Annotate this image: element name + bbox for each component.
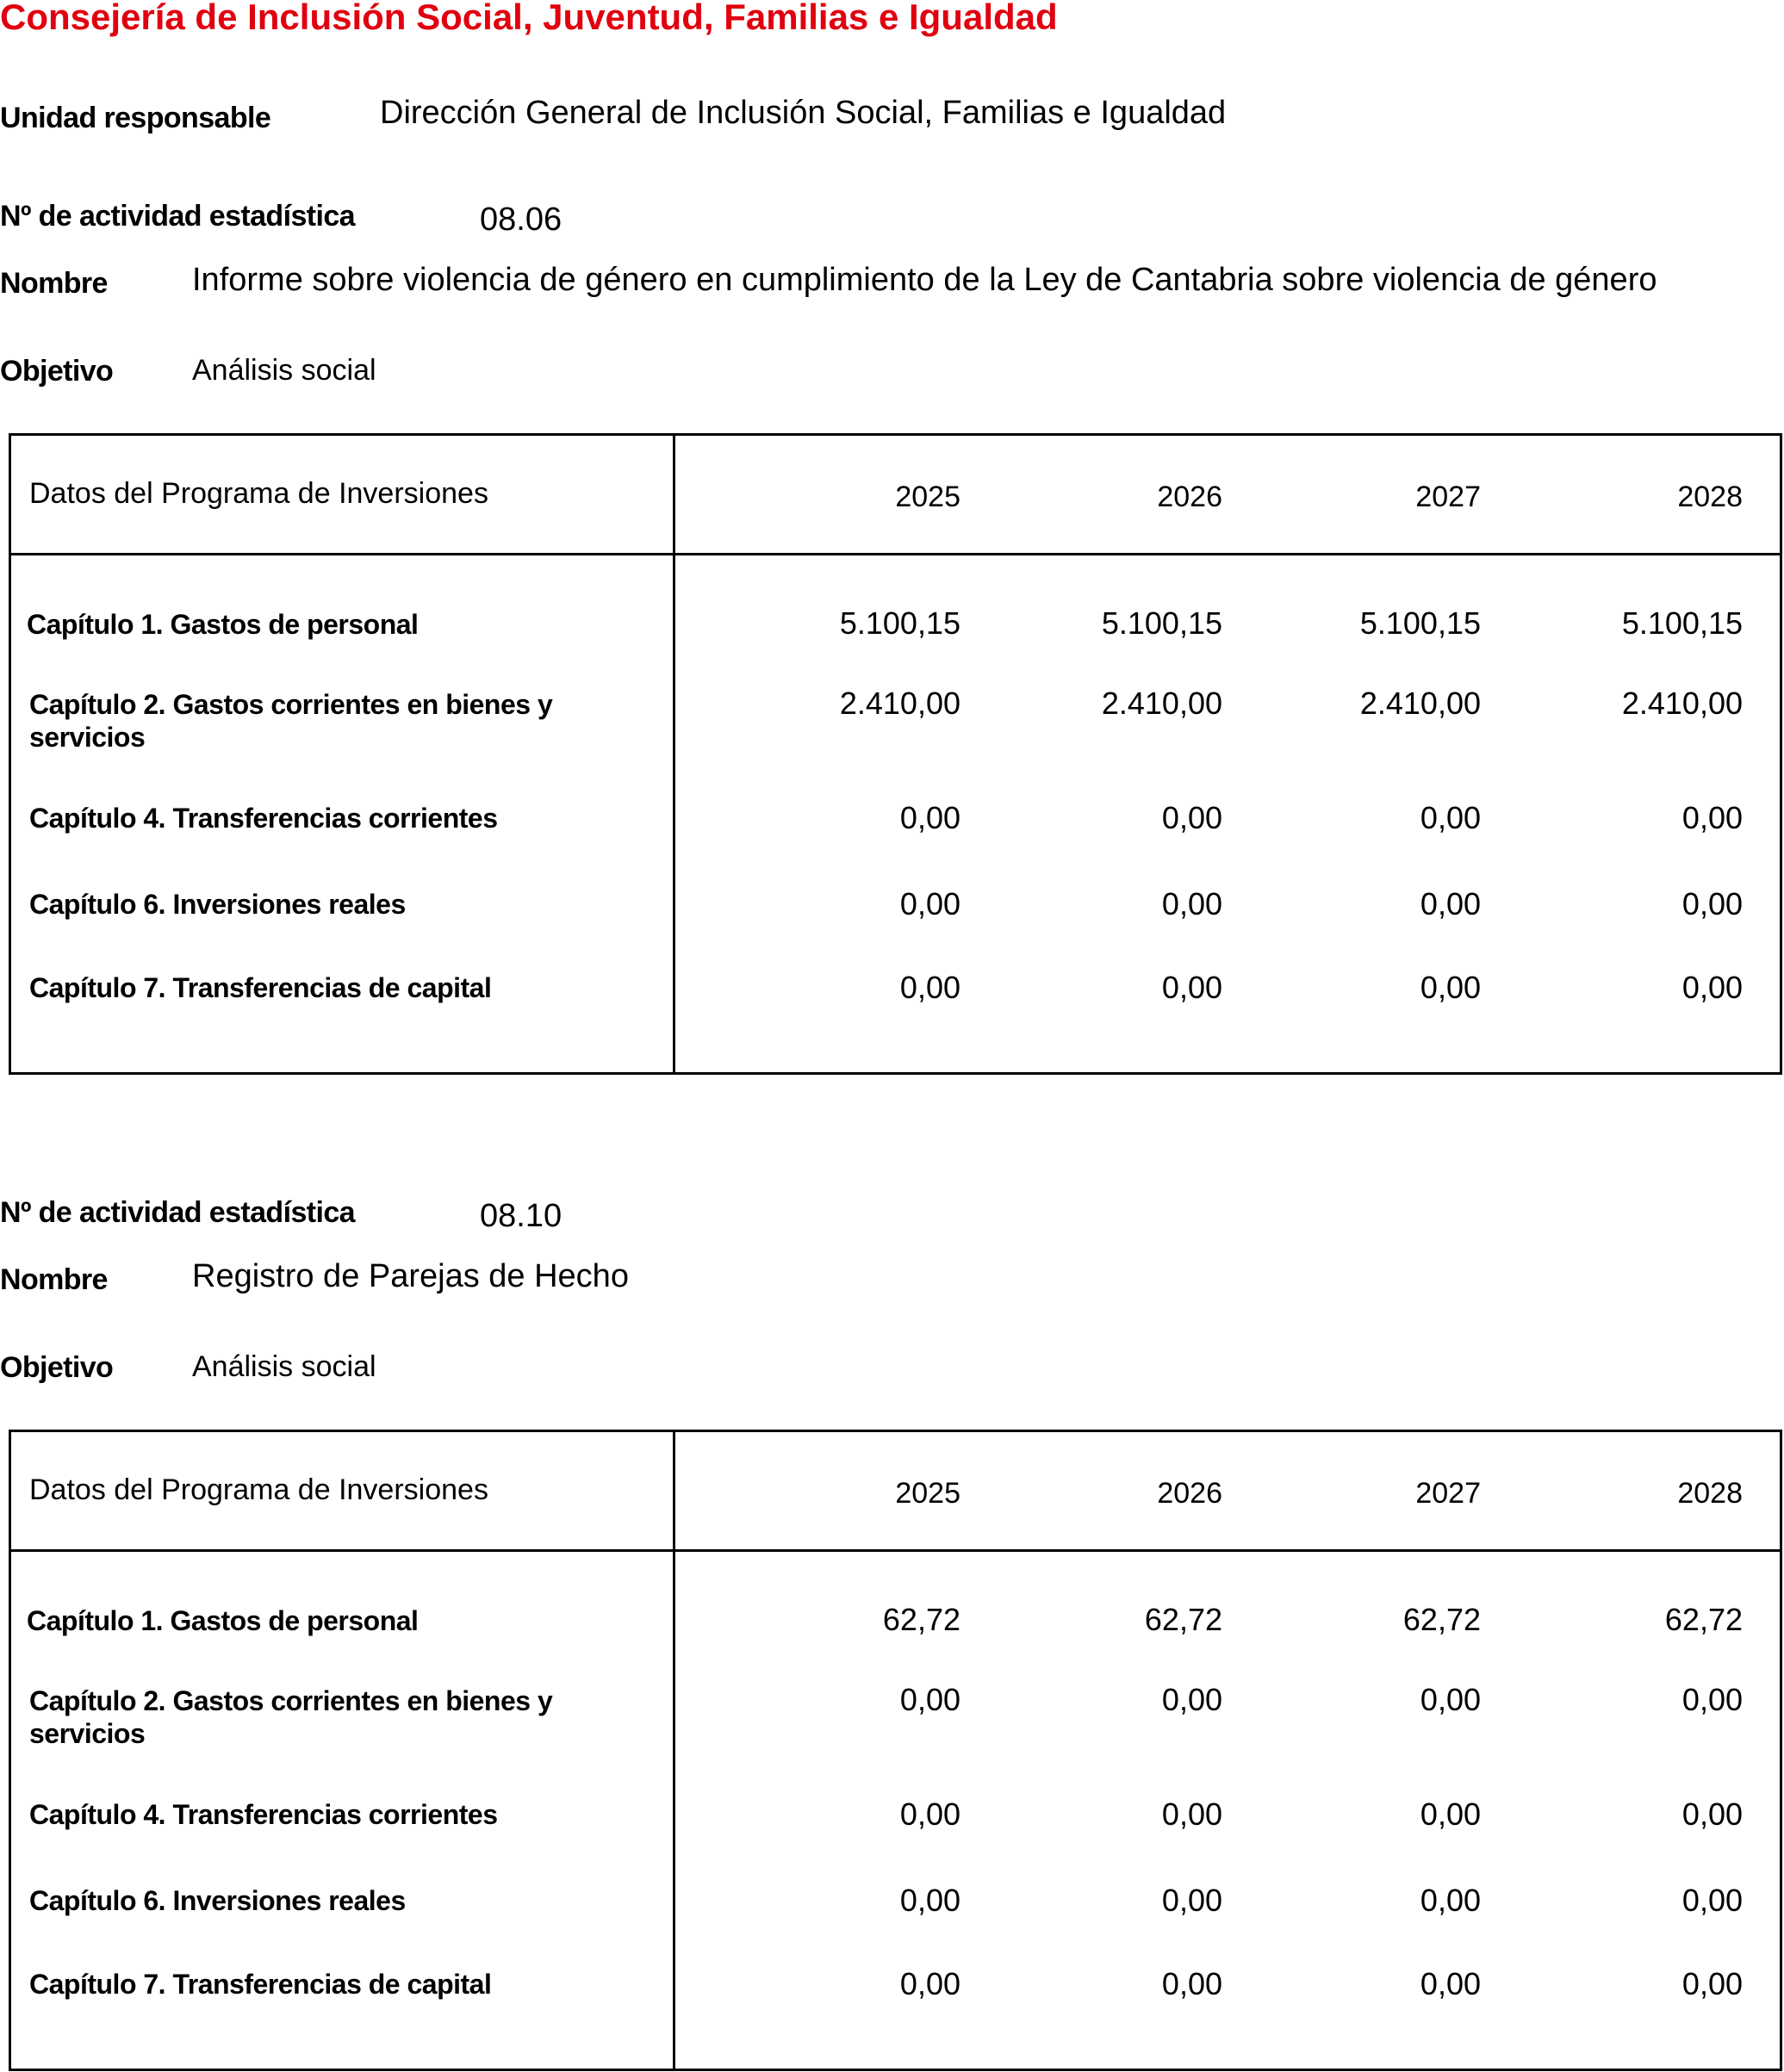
table-cell: 0,00: [1161, 1796, 1222, 1832]
table-cell: 62,72: [1402, 1602, 1481, 1637]
activity-name: Registro de Parejas de Hecho: [192, 1258, 629, 1294]
table-row-label: Capítulo 2. Gastos corrientes en bienes y servicios: [29, 1685, 553, 1749]
table-cell: 0,00: [1161, 970, 1222, 1005]
table-cell: 0,00: [1420, 1883, 1481, 1918]
table-cell: 0,00: [1161, 1682, 1222, 1717]
column-divider: [673, 436, 675, 1072]
table-row-label: Capítulo 7. Transferencias de capital: [29, 1969, 492, 2000]
year-header: 2025: [895, 481, 960, 513]
table-cell: 0,00: [1681, 1682, 1743, 1717]
table-row-label: Capítulo 6. Inversiones reales: [29, 1885, 406, 1916]
activity-objective-label: Objetivo: [0, 355, 114, 388]
activity-number: 08.06: [480, 202, 563, 238]
table-cell: 2.410,00: [1359, 685, 1481, 721]
table-cell: 0,00: [1420, 1966, 1481, 2001]
table-cell: 0,00: [1420, 800, 1481, 835]
table-cell: 0,00: [1681, 970, 1743, 1005]
table-cell: 62,72: [1144, 1602, 1222, 1637]
year-header: 2026: [1157, 1477, 1222, 1510]
table-cell: 5.100,15: [1621, 605, 1743, 641]
table-cell: 62,72: [1664, 1602, 1743, 1637]
activity-name: Informe sobre violencia de género en cumplimiento de la Ley de Cantabria sobre violencia de género: [192, 262, 1657, 298]
year-header: 2027: [1415, 1477, 1481, 1510]
table-row-label: Capítulo 4. Transferencias corrientes: [29, 1799, 498, 1830]
table-cell: 0,00: [899, 1966, 960, 2001]
table-cell: 2.410,00: [839, 685, 960, 721]
table-row-label: Capítulo 2. Gastos corrientes en bienes y servicios: [29, 689, 553, 753]
table-row-label: Capítulo 4. Transferencias corrientes: [29, 803, 498, 834]
table-cell: 0,00: [1161, 1883, 1222, 1918]
activity-objective: Análisis social: [192, 354, 376, 387]
activity-name-label: Nombre: [0, 1263, 108, 1296]
table-cell: 0,00: [1420, 886, 1481, 921]
year-header: 2028: [1677, 1477, 1743, 1510]
table-cell: 5.100,15: [839, 605, 960, 641]
table-cell: 2.410,00: [1101, 685, 1222, 721]
activity-number: 08.10: [480, 1198, 563, 1234]
activity-name-label: Nombre: [0, 267, 108, 300]
table-cell: 0,00: [899, 1883, 960, 1918]
table-cell: 0,00: [1681, 886, 1743, 921]
year-header: 2026: [1157, 481, 1222, 513]
table-cell: 0,00: [899, 886, 960, 921]
table-cell: 2.410,00: [1621, 685, 1743, 721]
table-cell: 0,00: [1420, 1796, 1481, 1832]
table-cell: 62,72: [882, 1602, 960, 1637]
page-title: Consejería de Inclusión Social, Juventud, Familias e Igualdad: [0, 0, 1058, 37]
year-header: 2025: [895, 1477, 960, 1510]
year-header: 2027: [1415, 481, 1481, 513]
table-cell: 0,00: [1161, 1966, 1222, 2001]
table-row-label: Capítulo 7. Transferencias de capital: [29, 972, 492, 1003]
table-cell: 0,00: [1681, 1966, 1743, 2001]
table-cell: 0,00: [899, 1682, 960, 1717]
activity-number-label: Nº de actividad estadística: [0, 200, 355, 233]
table-header-label: Datos del Programa de Inversiones: [29, 1473, 488, 1506]
table-cell: 0,00: [1681, 1883, 1743, 1918]
table-row-label: Capítulo 6. Inversiones reales: [29, 889, 406, 920]
table-cell: 0,00: [1681, 800, 1743, 835]
table-cell: 5.100,15: [1101, 605, 1222, 641]
table-cell: 0,00: [899, 970, 960, 1005]
table-cell: 0,00: [1161, 800, 1222, 835]
activity-objective: Análisis social: [192, 1350, 376, 1383]
unit-label: Unidad responsable: [0, 102, 271, 134]
column-divider: [673, 1432, 675, 2069]
investment-table: [9, 1430, 1782, 2071]
table-cell: 0,00: [1420, 1682, 1481, 1717]
table-cell: 5.100,15: [1359, 605, 1481, 641]
table-cell: 0,00: [899, 800, 960, 835]
activity-number-label: Nº de actividad estadística: [0, 1196, 355, 1229]
table-row-label: Capítulo 1. Gastos de personal: [27, 1605, 419, 1636]
header-divider: [11, 1549, 1780, 1552]
header-divider: [11, 553, 1780, 555]
year-header: 2028: [1677, 481, 1743, 513]
investment-table: [9, 433, 1782, 1075]
table-cell: 0,00: [1681, 1796, 1743, 1832]
table-cell: 0,00: [1161, 886, 1222, 921]
table-cell: 0,00: [899, 1796, 960, 1832]
table-cell: 0,00: [1420, 970, 1481, 1005]
table-row-label: Capítulo 1. Gastos de personal: [27, 609, 419, 640]
table-header-label: Datos del Programa de Inversiones: [29, 477, 488, 510]
activity-objective-label: Objetivo: [0, 1351, 114, 1384]
unit-value: Dirección General de Inclusión Social, Familias e Igualdad: [380, 95, 1227, 131]
